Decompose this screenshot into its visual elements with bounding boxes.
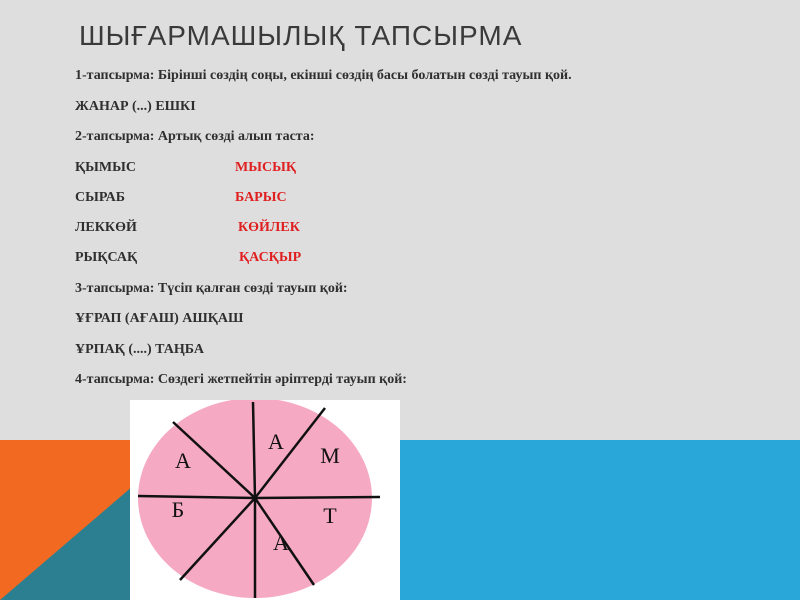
task4-heading: 4-тапсырма: Сөздегі жетпейтін әріптерді тауып қой: <box>75 372 407 387</box>
task2-row-4-left: РЫҚСАҚ <box>75 250 138 265</box>
wheel-letter-4: А <box>273 530 289 555</box>
decorative-teal-triangle <box>0 440 140 600</box>
wheel-letter-6: А <box>175 448 191 473</box>
page-title: ШЫҒАРМАШЫЛЫҚ ТАПСЫРМА <box>79 20 523 51</box>
task2-row-2-right: БАРЫС <box>235 190 287 205</box>
letter-wheel-figure <box>130 400 400 600</box>
task1-heading: 1-тапсырма: Бірінші сөздің соңы, екінші сөздің басы болатын сөзді тауып қой. <box>75 68 572 83</box>
task2-row-3-left: ЛЕККӨЙ <box>75 220 137 235</box>
task2-heading: 2-тапсырма: Артық сөзді алып таста: <box>75 129 315 144</box>
task1-example: ЖАНАР (...) ЕШКІ <box>75 99 196 114</box>
wheel-letter-2: М <box>320 443 340 468</box>
task2-row-1-right: МЫСЫҚ <box>235 160 296 175</box>
wheel-letter-5: Б <box>171 497 185 522</box>
task2-row-2-left: СЫРАБ <box>75 190 125 205</box>
task2-row-3-right: КӨЙЛЕК <box>238 220 300 235</box>
task3-heading: 3-тапсырма: Түсіп қалған сөзді тауып қой: <box>75 281 348 296</box>
task2-row-4-right: ҚАСҚЫР <box>239 250 302 265</box>
wheel-letter-1: А <box>268 429 284 454</box>
letter-wheel <box>130 400 400 600</box>
wheel-letter-3: Т <box>323 503 337 528</box>
task3-line-2: ҰРПАҚ (....) ТАҢБА <box>75 342 204 357</box>
task3-line-1: ҰҒРАП (АҒАШ) АШҚАШ <box>75 311 244 326</box>
wheel-divider-3 <box>255 497 380 498</box>
task2-row-1-left: ҚЫМЫС <box>75 160 136 175</box>
